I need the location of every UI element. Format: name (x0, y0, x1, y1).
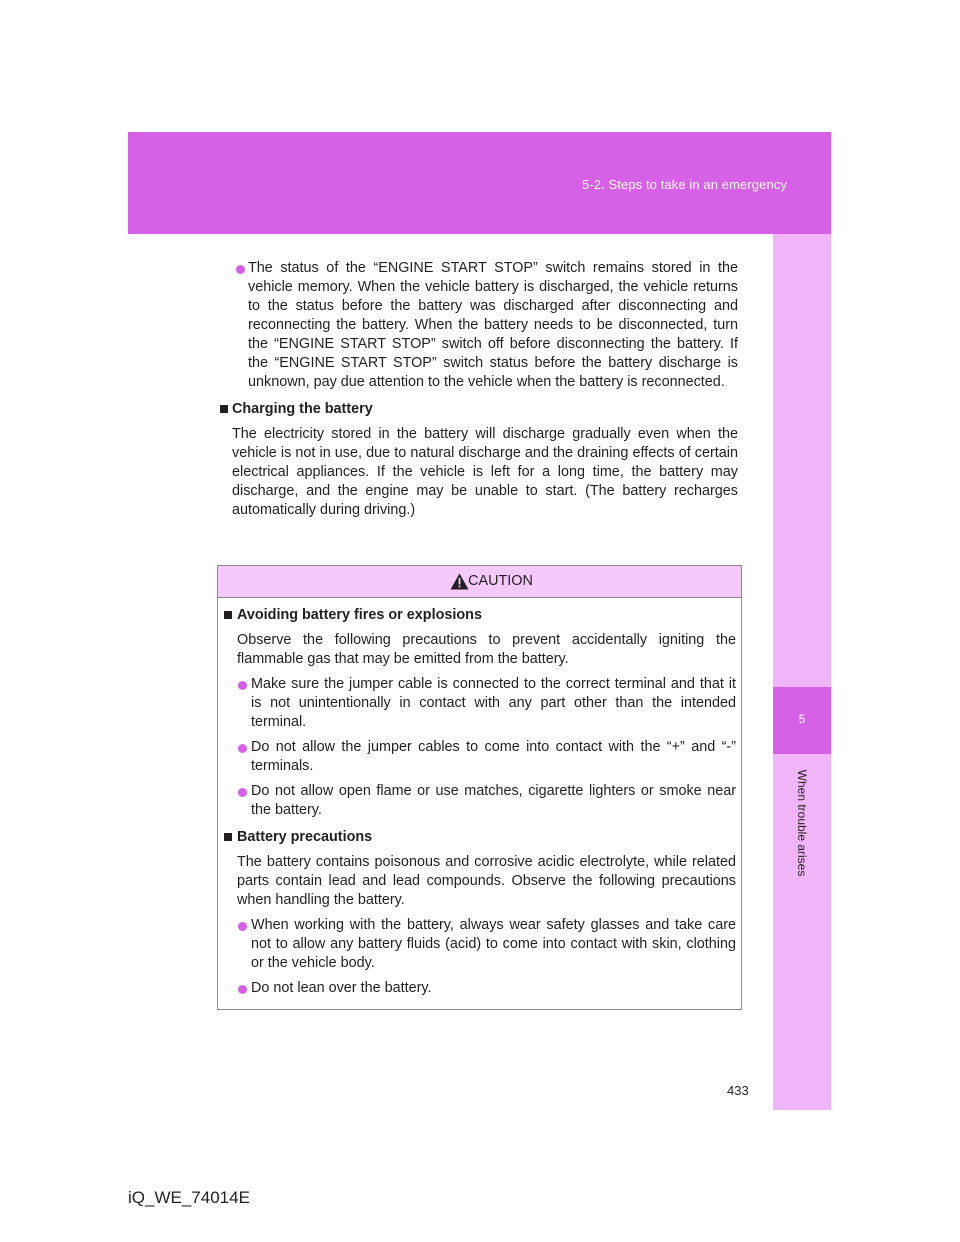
side-strip (773, 234, 831, 1110)
caution-title: CAUTION (468, 573, 533, 589)
caution-header (218, 566, 741, 598)
header-band (128, 132, 831, 234)
page-number: 433 (727, 1083, 749, 1098)
bullet-dot-icon (238, 788, 247, 797)
bullet-dot-icon (238, 985, 247, 994)
intro-section (218, 259, 738, 520)
caution-body (218, 606, 741, 998)
chapter-label: When trouble arises (795, 769, 809, 877)
caution-section-text: The battery contains poisonous and corrosive acidic electrolyte, while related parts contain lead and lead compounds. Observe the following precautions when handling the battery. (237, 854, 736, 908)
caution-box (217, 565, 742, 1010)
caution-bullet: Do not allow open flame or use matches, cigarette lighters or smoke near the battery. (218, 782, 736, 820)
square-bullet-icon (224, 611, 232, 619)
engine-switch-bullet (218, 259, 738, 392)
square-bullet-icon (224, 833, 232, 841)
bullet-dot-icon (236, 265, 245, 274)
caution-section-heading: Battery precautions (218, 828, 736, 847)
document-code: iQ_WE_74014E (128, 1188, 250, 1207)
chapter-number: 5 (798, 712, 806, 726)
charging-heading (218, 400, 738, 419)
bullet-dot-icon (238, 681, 247, 690)
caution-bullet: Make sure the jumper cable is connected to the correct terminal and that it is not unintentionally in contact with any part other than the intended terminal. (218, 675, 736, 732)
bullet-dot-icon (238, 922, 247, 931)
bullet-dot-icon (238, 744, 247, 753)
chapter-tab[interactable] (773, 687, 831, 754)
caution-section-text: Observe the following precautions to prevent accidentally igniting the flammable gas that may be emitted from the battery. (237, 632, 736, 667)
section-title: 5-2. Steps to take in an emergency (581, 177, 787, 192)
engine-switch-text: The status of the “ENGINE START STOP” switch remains stored in the vehicle memory. When the vehicle battery is discharged, the vehicle returns to the status before the battery was discharged after disconnecting and reconnecting the battery. When the battery needs to be disconnected, turn the “ENGINE START STOP” switch off before disconnecting the battery. If the “ENGINE START STOP” switch status before the battery discharge is unknown, pay due attention to the vehicle when the battery is reconnected. (248, 260, 738, 390)
charging-heading-text: Charging the battery (232, 401, 373, 417)
caution-section-heading: Avoiding battery fires or explosions (218, 606, 736, 625)
caution-bullet: Do not lean over the battery. (218, 979, 736, 998)
square-bullet-icon (220, 405, 228, 413)
caution-bullet: When working with the battery, always wear safety glasses and take care not to allow any battery fluids (acid) to come into contact with skin, clothing or the vehicle body. (218, 916, 736, 973)
caution-bullet: Do not allow the jumper cables to come into contact with the “+” and “-” terminals. (218, 738, 736, 776)
charging-text: The electricity stored in the battery will discharge gradually even when the vehicle is not in use, due to natural discharge and the draining effects of certain electrical appliances. If the vehicle is left for a long time, the battery may discharge, and the engine may be unable to start. (The battery recharges automatically during driving.) (232, 426, 738, 518)
